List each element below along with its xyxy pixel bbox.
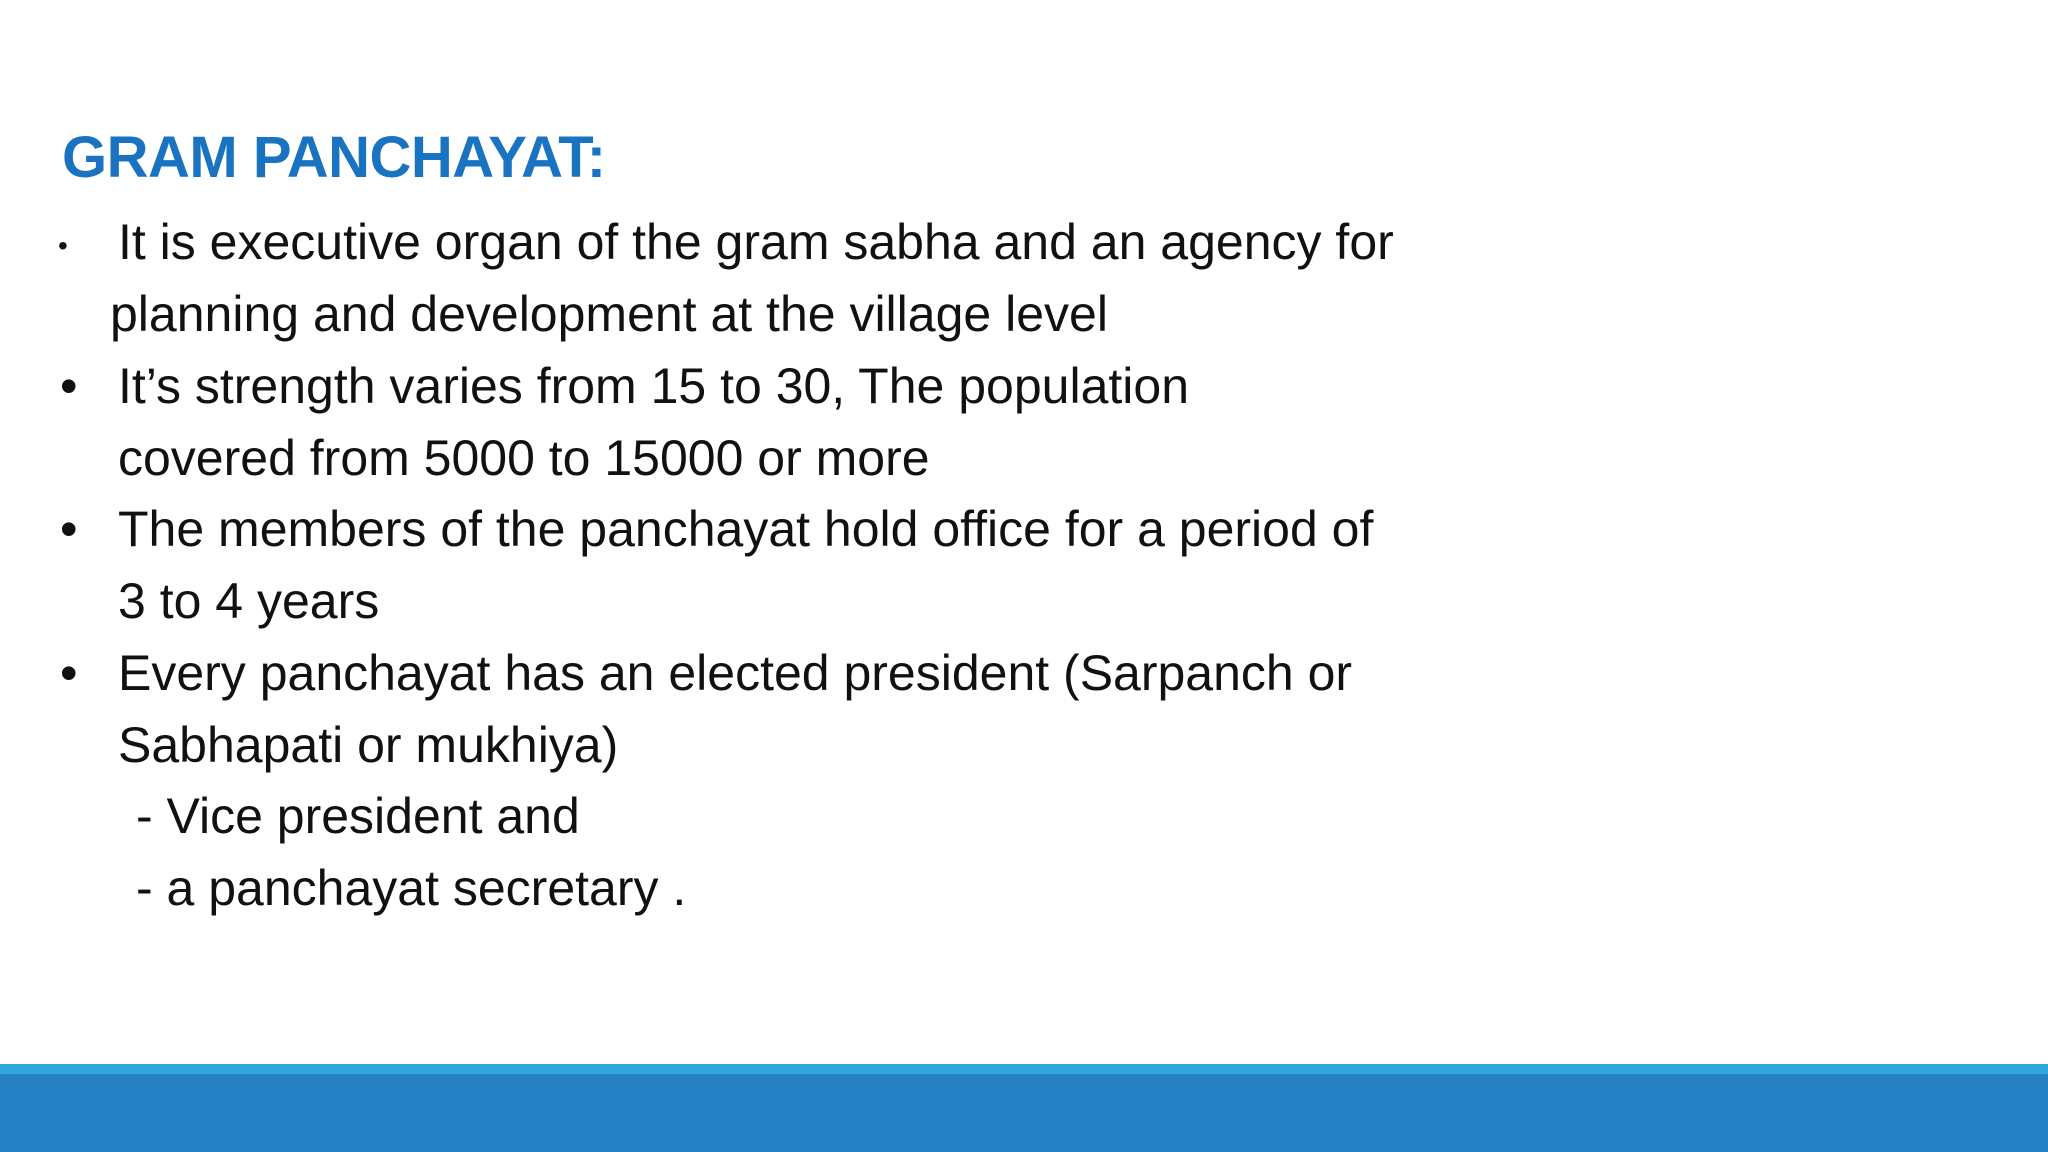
bullet-marker: • xyxy=(60,645,78,701)
bullet-4-line-2: Sabhapati or mukhiya) xyxy=(118,717,619,773)
bullet-marker: • xyxy=(58,230,68,261)
bullet-1-line-2: planning and development at the village level xyxy=(110,286,1108,342)
bullet-2-line-1: It’s strength varies from 15 to 30, The population xyxy=(118,358,1189,414)
bullet-marker: • xyxy=(60,358,78,414)
sub-item-vice-president: - Vice president and xyxy=(136,788,580,844)
bullet-1-line-1: It is executive organ of the gram sabha and an agency for xyxy=(118,214,1394,270)
footer-stripe xyxy=(0,1064,2048,1074)
bullet-3-line-1: The members of the panchayat hold office for a period of xyxy=(118,501,1374,557)
slide-title: GRAM PANCHAYAT: xyxy=(62,125,606,190)
sub-item-secretary: - a panchayat secretary . xyxy=(136,860,687,916)
bullet-2-line-2: covered from 5000 to 15000 or more xyxy=(118,430,930,486)
footer-band xyxy=(0,1074,2048,1152)
bullet-4-line-1: Every panchayat has an elected president (Sarpanch or xyxy=(118,645,1353,701)
bullet-marker: • xyxy=(60,501,78,557)
bullet-3-line-2: 3 to 4 years xyxy=(118,573,380,629)
